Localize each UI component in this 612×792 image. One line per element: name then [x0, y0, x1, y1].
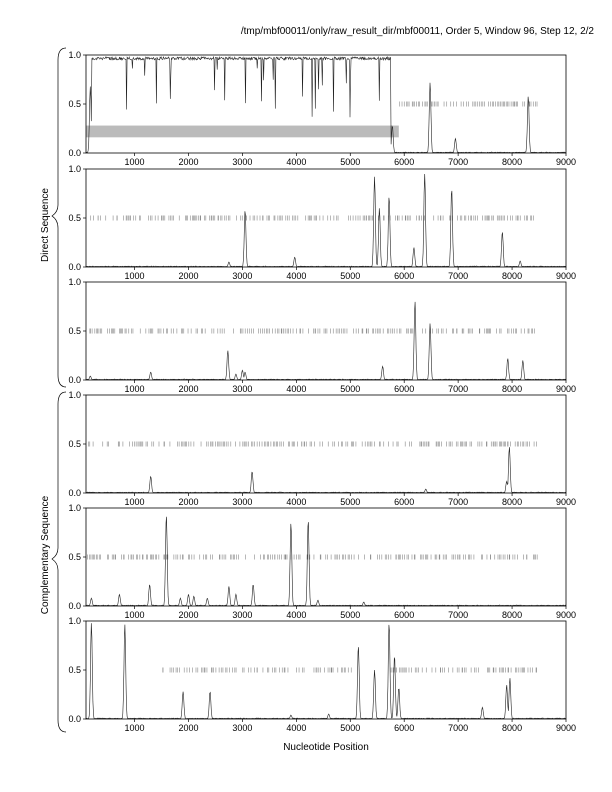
- x-tick-label: 8000: [502, 271, 523, 281]
- panel-4: [68, 390, 576, 507]
- y-tick-label: 1.0: [68, 277, 81, 287]
- x-tick-label: 9000: [555, 157, 577, 167]
- y-tick-label: 0.5: [68, 213, 81, 223]
- x-tick-label: 1000: [124, 384, 145, 394]
- x-tick-label: 9000: [555, 497, 577, 507]
- x-tick-label: 4000: [286, 157, 307, 167]
- x-tick-label: 5000: [340, 610, 361, 620]
- x-tick-label: 3000: [232, 157, 253, 167]
- x-tick-label: 5000: [340, 271, 361, 281]
- y-tick-label: 0.5: [68, 326, 81, 336]
- marks-row: [91, 216, 534, 221]
- x-tick-label: 2000: [178, 610, 199, 620]
- x-tick-label: 6000: [394, 384, 415, 394]
- x-tick-label: 9000: [555, 610, 577, 620]
- x-tick-label: 2000: [178, 157, 199, 167]
- y-tick-label: 0.0: [68, 601, 81, 611]
- y-tick-label: 0.0: [68, 714, 81, 724]
- x-tick-label: 9000: [555, 723, 577, 733]
- x-tick-label: 4000: [286, 610, 307, 620]
- x-tick-label: 2000: [178, 723, 199, 733]
- complementary-bracket: [52, 392, 66, 732]
- x-tick-label: 5000: [340, 157, 361, 167]
- x-tick-label: 6000: [394, 157, 415, 167]
- panel-5: [68, 503, 576, 620]
- y-tick-label: 0.5: [68, 665, 81, 675]
- x-tick-label: 4000: [286, 497, 307, 507]
- x-tick-label: 8000: [502, 497, 523, 507]
- x-tick-label: 6000: [394, 610, 415, 620]
- x-tick-label: 5000: [340, 497, 361, 507]
- marks-row: [88, 442, 536, 447]
- panel-2: [68, 164, 576, 281]
- x-tick-label: 3000: [232, 610, 253, 620]
- direct-bracket: [52, 48, 66, 387]
- page-title: /tmp/mbf00011/only/raw_result_dir/mbf00011, Order 5, Window 96, Step 12, 2/2: [240, 26, 594, 37]
- y-tick-label: 0.0: [68, 148, 81, 158]
- x-tick-label: 7000: [448, 384, 469, 394]
- y-tick-label: 1.0: [68, 616, 81, 626]
- x-tick-label: 9000: [555, 384, 577, 394]
- x-tick-label: 7000: [448, 723, 469, 733]
- x-tick-label: 3000: [232, 723, 253, 733]
- series-line: [86, 447, 566, 493]
- x-tick-label: 2000: [178, 384, 199, 394]
- x-tick-label: 7000: [448, 497, 469, 507]
- x-tick-label: 5000: [340, 723, 361, 733]
- panels-group: [68, 50, 576, 733]
- x-tick-label: 1000: [124, 157, 145, 167]
- highlight-band: [86, 126, 399, 138]
- x-tick-label: 7000: [448, 271, 469, 281]
- panel-1: [68, 50, 576, 167]
- complementary-sequence-label: Complementary Sequence: [40, 495, 51, 615]
- x-tick-label: 1000: [124, 497, 145, 507]
- x-tick-label: 9000: [555, 271, 577, 281]
- y-tick-label: 1.0: [68, 164, 81, 174]
- y-tick-label: 0.0: [68, 262, 81, 272]
- marks-row: [88, 555, 538, 560]
- x-tick-label: 7000: [448, 157, 469, 167]
- x-tick-label: 4000: [286, 271, 307, 281]
- x-tick-label: 6000: [394, 723, 415, 733]
- x-tick-label: 3000: [232, 384, 253, 394]
- x-tick-label: 8000: [502, 610, 523, 620]
- y-tick-label: 0.5: [68, 552, 81, 562]
- x-tick-label: 4000: [286, 723, 307, 733]
- panel-6: [68, 616, 576, 733]
- x-tick-label: 3000: [232, 271, 253, 281]
- series-line: [86, 517, 566, 606]
- panel-3: [68, 277, 576, 394]
- x-tick-label: 2000: [178, 271, 199, 281]
- y-tick-label: 0.5: [68, 439, 81, 449]
- x-tick-label: 6000: [394, 271, 415, 281]
- y-tick-label: 0.0: [68, 375, 81, 385]
- x-tick-label: 1000: [124, 610, 145, 620]
- series-line: [86, 302, 566, 380]
- x-tick-label: 8000: [502, 384, 523, 394]
- x-tick-label: 1000: [124, 723, 145, 733]
- x-tick-label: 7000: [448, 610, 469, 620]
- y-tick-label: 1.0: [68, 50, 81, 60]
- panel-frame: [86, 55, 566, 153]
- direct-sequence-label: Direct Sequence: [40, 188, 51, 262]
- series-line: [86, 57, 566, 153]
- x-axis-title: Nucleotide Position: [283, 742, 369, 753]
- x-tick-label: 6000: [394, 497, 415, 507]
- marks-row: [391, 668, 537, 673]
- y-tick-label: 0.0: [68, 488, 81, 498]
- x-tick-label: 8000: [502, 157, 523, 167]
- x-tick-label: 4000: [286, 384, 307, 394]
- y-tick-label: 1.0: [68, 390, 81, 400]
- y-tick-label: 0.5: [68, 99, 81, 109]
- x-tick-label: 2000: [178, 497, 199, 507]
- x-tick-label: 3000: [232, 497, 253, 507]
- x-tick-label: 8000: [502, 723, 523, 733]
- marks-row: [163, 668, 351, 673]
- x-tick-label: 1000: [124, 271, 145, 281]
- x-tick-label: 5000: [340, 384, 361, 394]
- marks-row: [90, 329, 535, 334]
- y-tick-label: 1.0: [68, 503, 81, 513]
- marks-row: [400, 102, 537, 107]
